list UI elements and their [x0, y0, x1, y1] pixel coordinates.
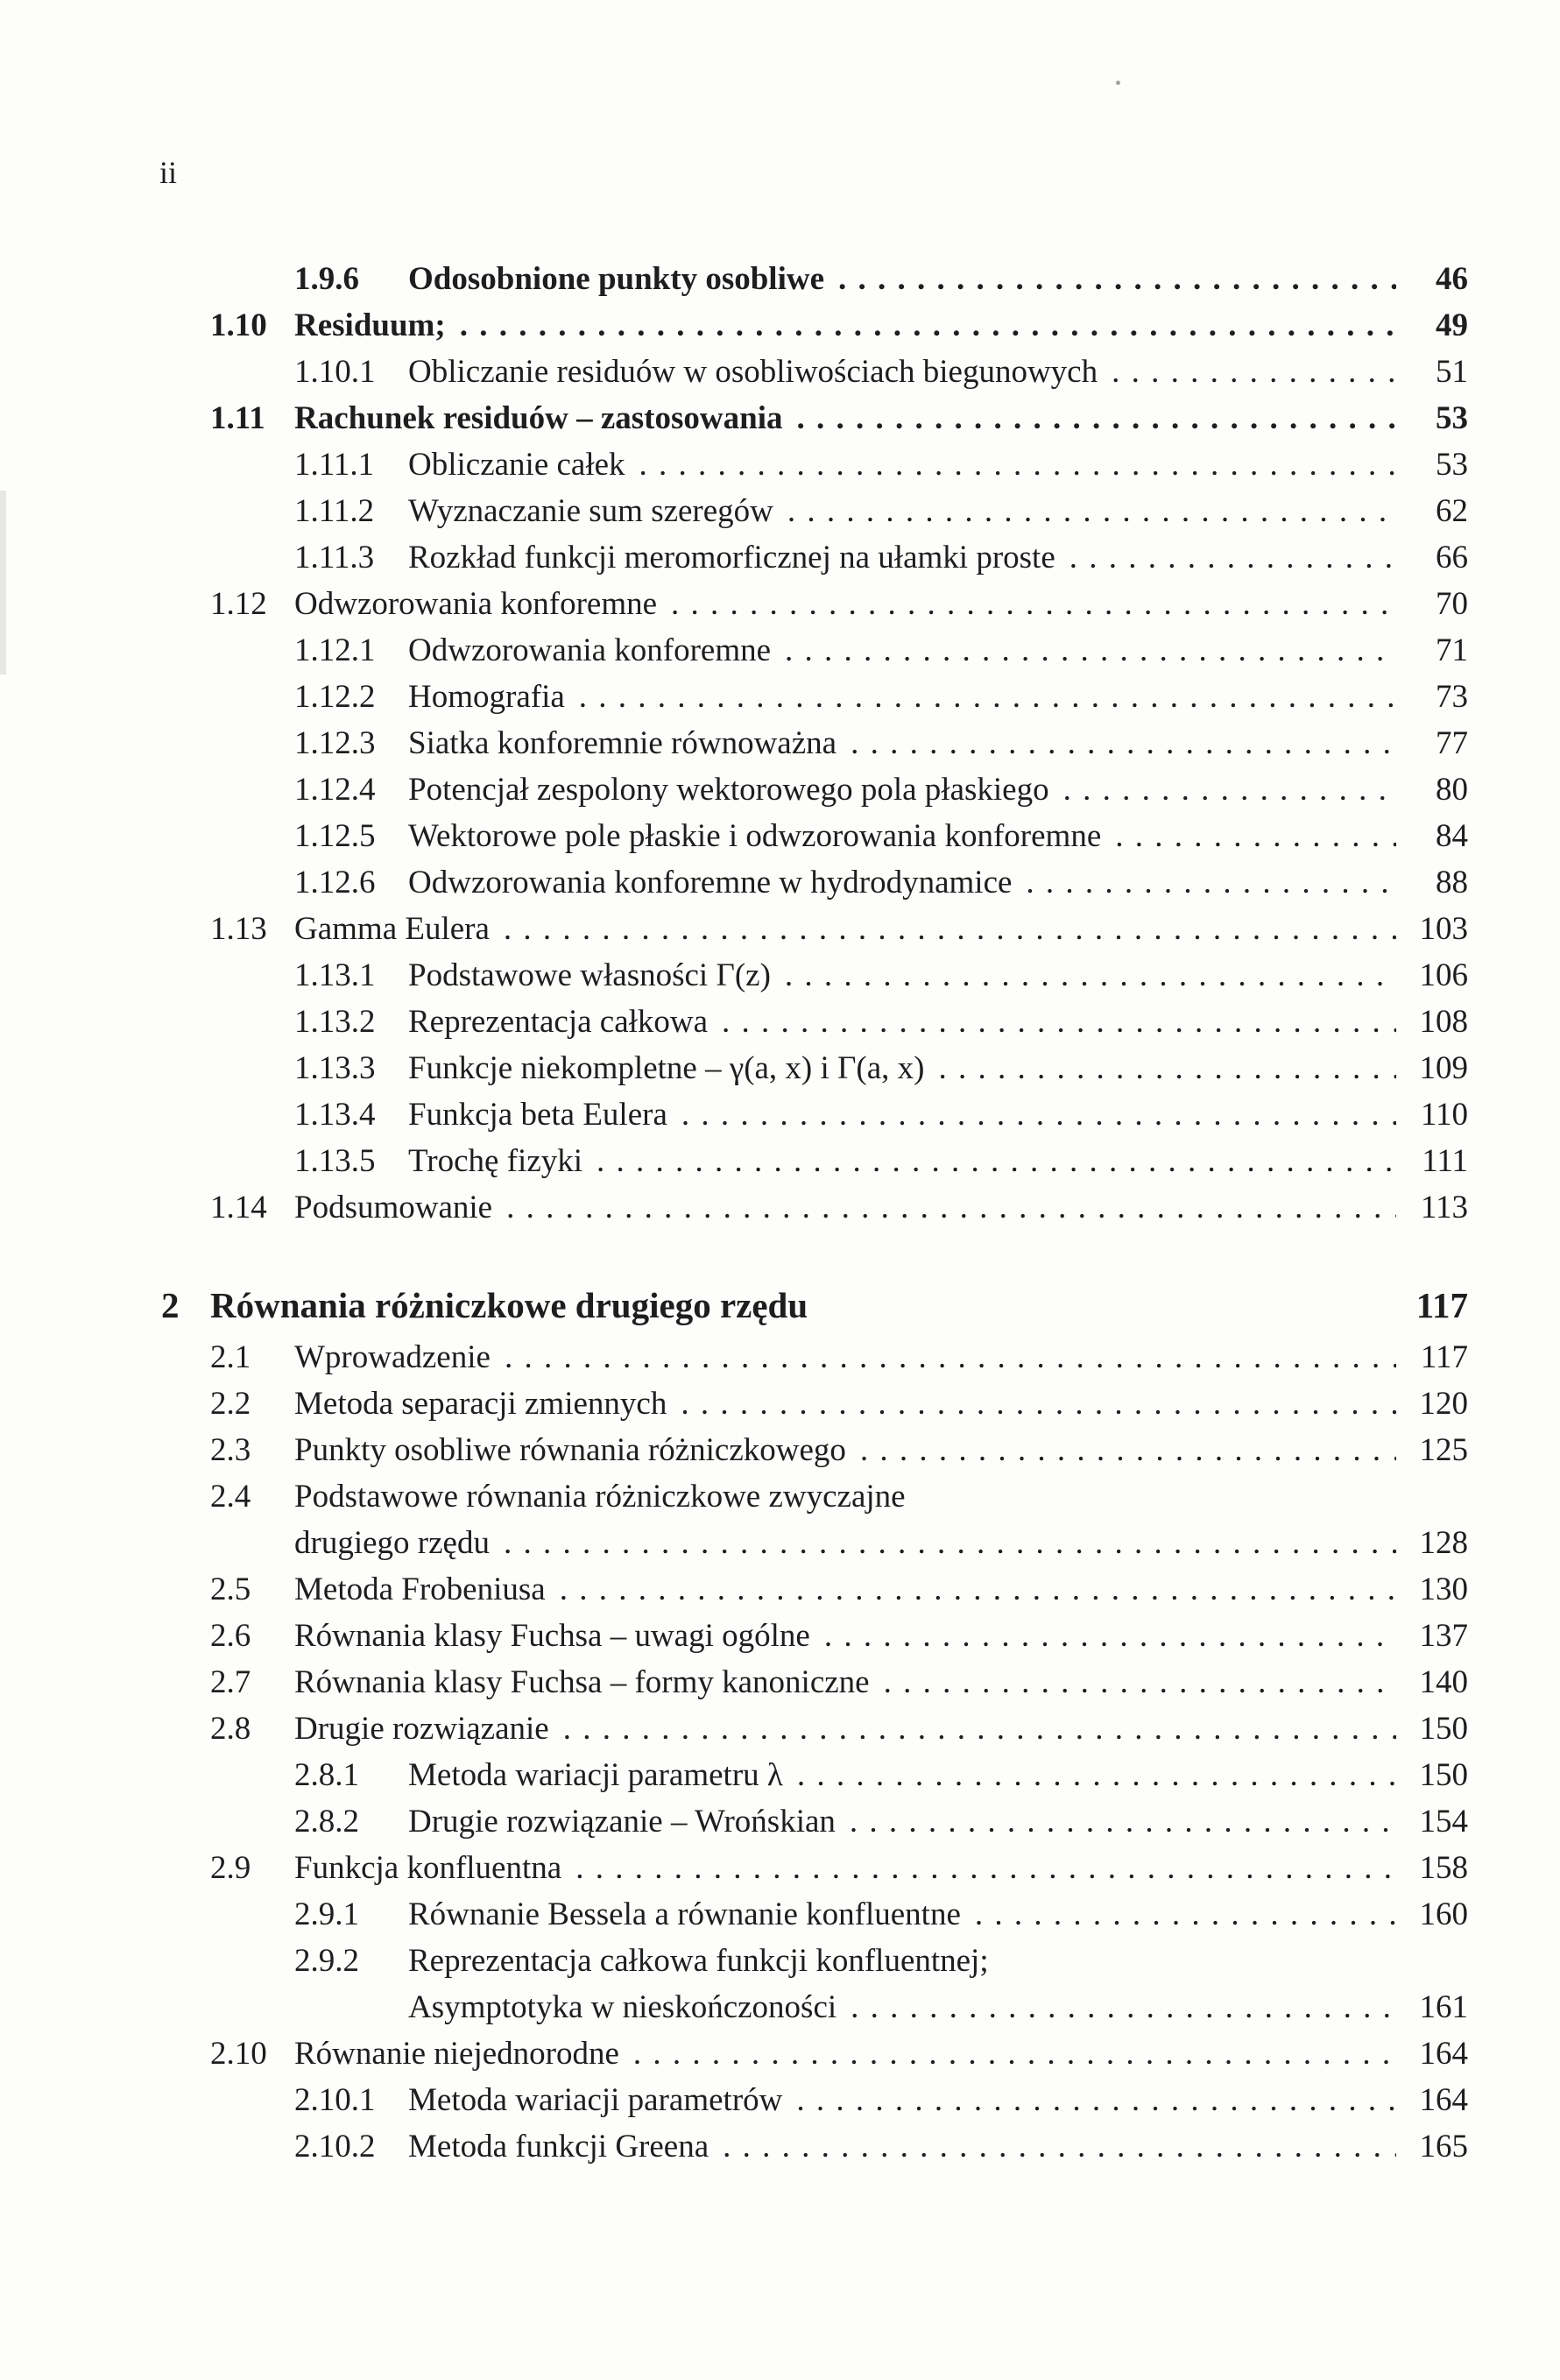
toc-entry-page: 164: [1419, 2082, 1468, 2118]
toc-entry-label: Odwzorowania konforemne w hydrodynamice: [408, 865, 1013, 900]
toc-entry-row: [161, 1659, 1468, 1706]
dot-leader: [722, 999, 1396, 1045]
toc-entry-row: [161, 1984, 1468, 2030]
toc-entry-continuation: Asymptotyka w nieskończoności: [408, 1989, 837, 2025]
toc-entry-label: Homografia: [408, 679, 565, 715]
toc-entry-label: Metoda funkcji Greena: [408, 2129, 709, 2165]
toc-entry-row: [161, 1520, 1468, 1566]
toc-entry-page: 77: [1436, 725, 1468, 761]
toc-entry-number: 2.6: [210, 1618, 251, 1654]
toc-entry-page: 158: [1419, 1850, 1468, 1886]
dot-leader: [460, 302, 1396, 349]
toc-entry-label: Residuum;: [294, 307, 446, 343]
toc-entry-number: 1.12.6: [294, 865, 376, 900]
toc-entry-label: Wprowadzenie: [294, 1339, 491, 1375]
toc-entry-label: Równanie Bessela a równanie konfluentne: [408, 1896, 961, 1932]
toc-entry-label: Funkcja beta Eulera: [408, 1097, 667, 1133]
toc-entry-row: [161, 395, 1468, 441]
toc-entry-page: 108: [1419, 1004, 1468, 1040]
toc-entry-label: Gamma Eulera: [294, 911, 490, 947]
dot-leader: [1112, 349, 1396, 395]
dot-leader: [671, 581, 1396, 627]
dot-leader: [575, 1845, 1396, 1891]
toc-entry-page: 53: [1436, 400, 1468, 436]
toc-entry-label: Trochę fizyki: [408, 1143, 583, 1179]
toc-entry-page: 106: [1419, 957, 1468, 993]
toc-entry-row: [161, 859, 1468, 906]
toc-entry-row: [161, 256, 1468, 302]
dot-leader: [787, 488, 1396, 534]
toc-entry-page: 51: [1436, 354, 1468, 390]
toc-entry-number: 1.12.5: [294, 818, 376, 854]
dot-leader: [785, 952, 1396, 999]
toc-chapter-row: [161, 1278, 1468, 1332]
dot-leader: [851, 1984, 1396, 2030]
toc-entry-number: 2.8.2: [294, 1804, 359, 1840]
toc-entry-page: 103: [1419, 911, 1468, 947]
toc-entry-number: 1.10.1: [294, 354, 376, 390]
dot-leader: [681, 1381, 1396, 1427]
toc-entry-page: 53: [1436, 447, 1468, 483]
toc-list: [161, 256, 1468, 2170]
toc-entry-number: 2.9: [210, 1850, 251, 1886]
dot-leader: [860, 1427, 1396, 1473]
toc-entry-page: 80: [1436, 772, 1468, 808]
toc-entry-label: Odwzorowania konforemne: [294, 586, 658, 622]
toc-entry-continuation: drugiego rzędu: [294, 1525, 490, 1561]
toc-entry-number: 2.8: [210, 1711, 251, 1747]
toc-entry-label: Równania różniczkowe drugiego rzędu: [210, 1285, 808, 1325]
toc-entry-row: [161, 1091, 1468, 1138]
toc-entry-row: [161, 627, 1468, 674]
dot-leader: [563, 1706, 1396, 1752]
toc-entry-row: [161, 1938, 1468, 1984]
toc-entry-row: [161, 1334, 1468, 1381]
dot-leader: [850, 1798, 1396, 1845]
dot-leader: [975, 1891, 1396, 1938]
toc-entry-row: [161, 720, 1468, 766]
toc-entry-row: [161, 349, 1468, 395]
toc-entry-page: 164: [1419, 2036, 1468, 2072]
toc-entry-label: Funkcje niekompletne – γ(a, x) i Γ(a, x): [408, 1050, 925, 1086]
toc-entry-label: Metoda Frobeniusa: [294, 1571, 546, 1607]
toc-entry-number: 1.13.4: [294, 1097, 376, 1133]
toc-entry-page: 111: [1422, 1143, 1468, 1179]
toc-entry-number: 1.11: [210, 400, 265, 436]
toc-entry-label: Równania klasy Fuchsa – uwagi ogólne: [294, 1618, 810, 1654]
toc-entry-row: [161, 1566, 1468, 1613]
dot-leader: [851, 720, 1396, 766]
toc-entry-label: Rozkład funkcji meromorficznej na ułamki proste: [408, 540, 1055, 576]
dot-leader: [504, 906, 1396, 952]
toc-entry-page: 62: [1436, 493, 1468, 529]
toc-entry-page: 140: [1419, 1664, 1468, 1700]
toc-entry-number: 2: [161, 1285, 180, 1325]
toc-entry-label: Odwzorowania konforemne: [408, 632, 772, 668]
toc-entry-label: Odosobnione punkty osobliwe: [408, 261, 825, 297]
toc-entry-row: [161, 1045, 1468, 1091]
toc-entry-page: 161: [1419, 1989, 1468, 2025]
toc-entry-label: Siatka konforemnie równoważna: [408, 725, 837, 761]
toc-entry-page: 113: [1420, 1190, 1468, 1225]
toc-entry-label: Metoda separacji zmiennych: [294, 1386, 667, 1422]
toc-entry-number: 1.12.4: [294, 772, 376, 808]
dot-leader: [505, 1334, 1396, 1381]
toc-entry-page: 160: [1419, 1896, 1468, 1932]
dot-leader: [1063, 766, 1396, 813]
toc-entry-label: Równanie niejednorodne: [294, 2036, 619, 2072]
dot-leader: [506, 1184, 1396, 1231]
toc-entry-page: 73: [1436, 679, 1468, 715]
dot-leader: [504, 1520, 1396, 1566]
toc-entry-row: [161, 1427, 1468, 1473]
dot-leader: [633, 2030, 1396, 2077]
toc-entry-number: 1.13.1: [294, 957, 376, 993]
dot-leader: [681, 1091, 1396, 1138]
dot-leader: [824, 1613, 1396, 1659]
dot-leader: [1115, 813, 1396, 859]
toc-entry-page: 128: [1419, 1525, 1468, 1561]
dot-leader: [796, 2077, 1396, 2123]
toc-entry-page: 137: [1419, 1618, 1468, 1654]
toc-entry-page: 165: [1419, 2129, 1468, 2165]
toc-entry-number: 2.1: [210, 1339, 251, 1375]
toc-entry-row: [161, 674, 1468, 720]
toc-entry-label: Reprezentacja całkowa funkcji konfluentnej;: [408, 1943, 989, 1979]
toc-entry-page: 109: [1419, 1050, 1468, 1086]
toc-entry-row: [161, 1613, 1468, 1659]
toc-entry-label: Podsumowanie: [294, 1190, 493, 1225]
toc-entry-page: 150: [1419, 1757, 1468, 1793]
toc-entry-number: 1.12.2: [294, 679, 376, 715]
toc-entry-row: [161, 534, 1468, 581]
toc-entry-number: 1.11.1: [294, 447, 375, 483]
toc-entry-number: 2.9.1: [294, 1896, 359, 1932]
toc-entry-number: 1.13.2: [294, 1004, 376, 1040]
toc-entry-label: Podstawowe własności Γ(z): [408, 957, 771, 993]
toc-entry-label: Obliczanie całek: [408, 447, 625, 483]
toc-entry-page: 150: [1419, 1711, 1468, 1747]
toc-entry-page: 110: [1420, 1097, 1468, 1133]
toc-entry-page: 88: [1436, 865, 1468, 900]
toc-entry-number: 1.13.3: [294, 1050, 376, 1086]
dot-leader: [579, 674, 1396, 720]
toc-entry-number: 1.12.3: [294, 725, 376, 761]
toc-entry-row: [161, 1184, 1468, 1231]
toc-entry-label: Wyznaczanie sum szeregów: [408, 493, 773, 529]
toc-entry-label: Reprezentacja całkowa: [408, 1004, 709, 1040]
toc-entry-number: 2.4: [210, 1479, 251, 1515]
toc-entry-number: 1.12: [210, 586, 267, 622]
page-corner-label: ii: [159, 155, 178, 190]
toc-entry-label: Obliczanie residuów w osobliwościach biegunowych: [408, 354, 1098, 390]
toc-entry-number: 2.10: [210, 2036, 267, 2072]
toc-entry-page: 130: [1419, 1571, 1468, 1607]
toc-entry-page: 117: [1420, 1339, 1468, 1375]
toc-entry-page: 66: [1436, 540, 1468, 576]
toc-entry-page: 70: [1436, 586, 1468, 622]
toc-entry-page: 120: [1419, 1386, 1468, 1422]
toc-entry-number: 1.12.1: [294, 632, 376, 668]
toc-entry-number: 2.2: [210, 1386, 251, 1422]
toc-entry-row: [161, 906, 1468, 952]
dot-leader: [639, 441, 1396, 488]
toc-entry-row: [161, 1891, 1468, 1938]
toc-entry-row: [161, 302, 1468, 349]
dot-leader: [838, 256, 1396, 302]
toc-entry-number: 1.11.3: [294, 540, 375, 576]
toc-entry-row: [161, 1752, 1468, 1798]
toc-entry-label: Metoda wariacji parametru λ: [408, 1757, 783, 1793]
dot-leader: [797, 1752, 1396, 1798]
dot-leader: [796, 395, 1396, 441]
toc-entry-number: 2.3: [210, 1432, 251, 1468]
dot-leader: [785, 627, 1396, 674]
toc-entry-row: [161, 813, 1468, 859]
toc-entry-row: [161, 952, 1468, 999]
toc-entry-number: 1.11.2: [294, 493, 375, 529]
toc-entry-page: 84: [1436, 818, 1468, 854]
toc-entry-page: 117: [1415, 1285, 1468, 1325]
dot-leader: [939, 1045, 1397, 1091]
toc-entry-row: [161, 441, 1468, 488]
toc-entry-number: 1.9.6: [294, 261, 359, 297]
toc-entry-page: 49: [1436, 307, 1468, 343]
toc-entry-page: 125: [1419, 1432, 1468, 1468]
toc-entry-row: [161, 2077, 1468, 2123]
toc-entry-row: [161, 1138, 1468, 1184]
toc-entry-number: 1.10: [210, 307, 267, 343]
toc-entry-number: 1.13: [210, 911, 267, 947]
toc-entry-label: Podstawowe równania różniczkowe zwyczajne: [294, 1479, 906, 1515]
dot-leader: [723, 2123, 1396, 2170]
toc-entry-number: 2.10.2: [294, 2129, 376, 2165]
toc-entry-label: Potencjał zespolony wektorowego pola płaskiego: [408, 772, 1049, 808]
toc-entry-row: [161, 1798, 1468, 1845]
dot-leader: [884, 1659, 1396, 1706]
toc-entry-page: 71: [1436, 632, 1468, 668]
toc-entry-number: 1.13.5: [294, 1143, 376, 1179]
toc-entry-number: 2.9.2: [294, 1943, 359, 1979]
dot-leader: [1026, 859, 1396, 906]
toc-entry-label: Funkcja konfluentna: [294, 1850, 562, 1886]
toc-entry-number: 2.8.1: [294, 1757, 359, 1793]
toc-entry-page: 154: [1419, 1804, 1468, 1840]
toc-entry-label: Równania klasy Fuchsa – formy kanoniczne: [294, 1664, 870, 1700]
scan-speck: [1116, 81, 1120, 85]
toc-entry-label: Drugie rozwiązanie: [294, 1711, 549, 1747]
toc-entry-label: Rachunek residuów – zastosowania: [294, 400, 783, 436]
dot-leader: [560, 1566, 1396, 1613]
toc-entry-row: [161, 766, 1468, 813]
toc-entry-number: 2.5: [210, 1571, 251, 1607]
toc-entry-label: Metoda wariacji parametrów: [408, 2082, 783, 2118]
toc-entry-row: [161, 581, 1468, 627]
toc-entry-row: [161, 2030, 1468, 2077]
scan-edge-smudge: [0, 491, 6, 674]
toc-entry-page: 46: [1436, 261, 1468, 297]
toc-entry-label: Wektorowe pole płaskie i odwzorowania konforemne: [408, 818, 1102, 854]
toc-entry-label: Punkty osobliwe równania różniczkowego: [294, 1432, 846, 1468]
toc-entry-number: 2.7: [210, 1664, 251, 1700]
toc-entry-label: Drugie rozwiązanie – Wrońskian: [408, 1804, 836, 1840]
toc-entry-row: [161, 1706, 1468, 1752]
dot-leader: [596, 1138, 1396, 1184]
toc-entry-number: 2.10.1: [294, 2082, 376, 2118]
dot-leader: [1069, 534, 1396, 581]
toc-entry-row: [161, 488, 1468, 534]
toc-entry-row: [161, 1845, 1468, 1891]
toc-entry-row: [161, 1381, 1468, 1427]
toc-entry-number: 1.14: [210, 1190, 267, 1225]
toc-entry-row: [161, 999, 1468, 1045]
toc-entry-row: [161, 1473, 1468, 1520]
toc-entry-row: [161, 2123, 1468, 2170]
